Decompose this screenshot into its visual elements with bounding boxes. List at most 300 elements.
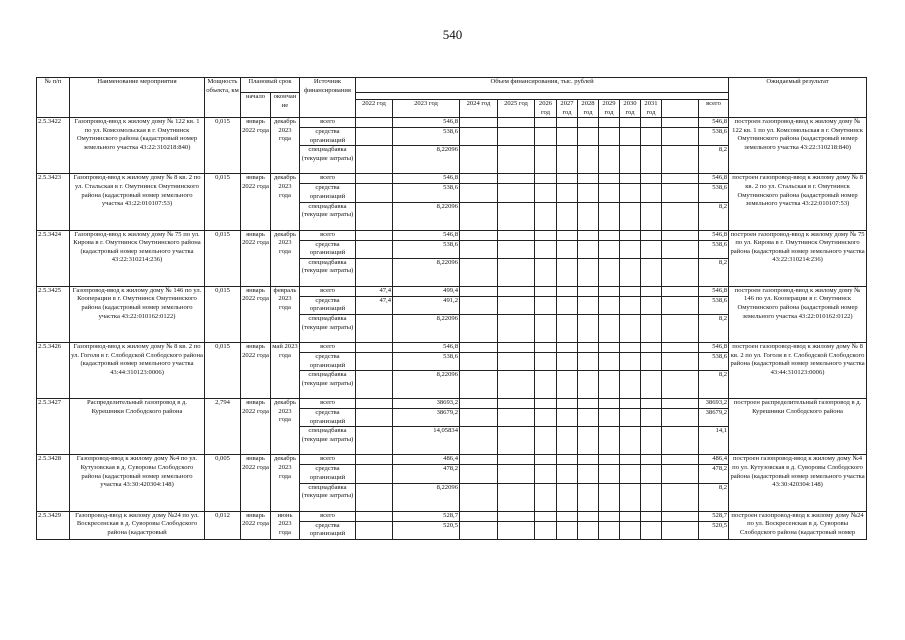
row-capacity: 0,015 (205, 174, 241, 230)
row-total-spacer (662, 174, 699, 184)
row-value-2030 (620, 184, 641, 202)
row-value-2025 (498, 184, 535, 202)
row-source: всего (300, 286, 356, 296)
row-value-2027 (557, 427, 578, 455)
row-value-2031 (641, 342, 662, 352)
row-value-2028 (578, 286, 599, 296)
row-value-2029 (599, 184, 620, 202)
row-value-2024 (460, 184, 498, 202)
row-value-2031 (641, 240, 662, 258)
row-number: 2.5.3423 (37, 174, 70, 230)
row-value-2031 (641, 399, 662, 409)
row-result: построен газопровод-ввод к жилому дому № 146 по ул. Кооперации в г. Омутнинск Омутнинского района (кадастровый номер земельного участка 43:22:010162:0122) (729, 286, 867, 342)
row-value-2026 (535, 465, 557, 483)
row-value-2025 (498, 455, 535, 465)
row-total: 38693,2 (699, 399, 729, 409)
row-value-2023: 38679,2 (393, 409, 460, 427)
row-value-2025 (498, 174, 535, 184)
row-result: построен газопровод-ввод к жилому дому № 75 по ул. Кирова в г. Омутнинск Омутнинского района (кадастровый номер земельного участка 43:22:310214:236) (729, 230, 867, 286)
row-value-2028 (578, 511, 599, 521)
row-value-2028 (578, 352, 599, 370)
row-value-2022 (356, 202, 393, 230)
row-total: 520,5 (699, 521, 729, 539)
row-value-2030 (620, 286, 641, 296)
row-value-2023: 538,6 (393, 184, 460, 202)
row-end: декабрь 2023 года (271, 174, 300, 230)
row-value-2030 (620, 371, 641, 399)
row-end: декабрь 2023 года (271, 230, 300, 286)
row-total: 538,6 (699, 352, 729, 370)
row-value-2025 (498, 258, 535, 286)
header-period-end: окончание (271, 93, 300, 118)
row-value-2025 (498, 240, 535, 258)
header-period-start: начало (241, 93, 271, 118)
table-row (37, 455, 867, 465)
row-value-2024 (460, 409, 498, 427)
row-end: май 2023 года (271, 342, 300, 398)
row-value-2024 (460, 521, 498, 539)
table-row (37, 230, 867, 240)
row-value-2031 (641, 371, 662, 399)
row-number: 2.5.3422 (37, 118, 70, 174)
row-value-2026 (535, 174, 557, 184)
row-value-2022 (356, 521, 393, 539)
row-source: средства организаций (300, 465, 356, 483)
row-value-2026 (535, 314, 557, 342)
row-name: Распределительный газопровод в д. Курешники Слободского района (70, 399, 205, 455)
row-value-2029 (599, 511, 620, 521)
header-period: Плановый срок (241, 78, 300, 93)
row-value-2023: 538,6 (393, 128, 460, 146)
row-capacity: 0,015 (205, 342, 241, 398)
row-value-2026 (535, 399, 557, 409)
row-value-2029 (599, 202, 620, 230)
row-value-2024 (460, 128, 498, 146)
row-value-2028 (578, 128, 599, 146)
row-value-2028 (578, 174, 599, 184)
row-total-spacer (662, 521, 699, 539)
row-value-2029 (599, 465, 620, 483)
row-value-2022 (356, 184, 393, 202)
header-year-2025: 2025 год (498, 100, 535, 118)
row-value-2023: 546,8 (393, 174, 460, 184)
row-value-2026 (535, 184, 557, 202)
header-year-2031: 2031 год (641, 100, 662, 118)
row-start: январь 2022 года (241, 230, 271, 286)
row-capacity: 0,005 (205, 455, 241, 511)
row-source: средства организаций (300, 240, 356, 258)
row-value-2028 (578, 296, 599, 314)
row-start: январь 2022 года (241, 118, 271, 174)
row-value-2028 (578, 118, 599, 128)
row-value-2024 (460, 286, 498, 296)
header-funding-spacer (356, 93, 729, 100)
row-value-2029 (599, 296, 620, 314)
row-start: январь 2022 года (241, 455, 271, 511)
header-year-2026: 2026 год (535, 100, 557, 118)
row-number: 2.5.3427 (37, 399, 70, 455)
row-end: декабрь 2023 года (271, 399, 300, 455)
table-row (37, 511, 867, 521)
row-value-2027 (557, 409, 578, 427)
row-value-2030 (620, 296, 641, 314)
row-name: Газопровод-ввод к жилому дому № 75 по ул. Кирова в г. Омутнинск Омутнинского района (кадастровый номер земельного участка 43:22:310214:236) (70, 230, 205, 286)
row-value-2022 (356, 230, 393, 240)
row-total: 546,8 (699, 174, 729, 184)
header-total: всего (699, 100, 729, 118)
row-value-2025 (498, 352, 535, 370)
header-capacity: Мощность объекта, км (205, 78, 241, 118)
row-source: спецнадбавка (текущие затраты) (300, 146, 356, 174)
row-number: 2.5.3425 (37, 286, 70, 342)
row-value-2026 (535, 342, 557, 352)
row-value-2023: 546,8 (393, 230, 460, 240)
row-total: 546,8 (699, 118, 729, 128)
row-total: 538,6 (699, 128, 729, 146)
row-value-2023: 538,6 (393, 240, 460, 258)
row-value-2024 (460, 455, 498, 465)
row-value-2028 (578, 465, 599, 483)
row-value-2025 (498, 371, 535, 399)
row-value-2029 (599, 314, 620, 342)
row-result: построен газопровод-ввод к жилому дому № 122 кв. 1 по ул. Комсомольская в г. Омутнинск Омутнинского района (кадастровый номер земельного участка 43:22:310218:840) (729, 118, 867, 174)
row-value-2026 (535, 511, 557, 521)
row-total: 546,8 (699, 342, 729, 352)
row-value-2023: 538,6 (393, 352, 460, 370)
row-start: январь 2022 года (241, 174, 271, 230)
row-value-2031 (641, 465, 662, 483)
row-value-2026 (535, 427, 557, 455)
row-value-2025 (498, 128, 535, 146)
row-total: 486,4 (699, 455, 729, 465)
row-value-2028 (578, 240, 599, 258)
funding-table (36, 77, 867, 540)
row-total-spacer (662, 258, 699, 286)
row-value-2030 (620, 455, 641, 465)
row-value-2023: 499,4 (393, 286, 460, 296)
row-value-2031 (641, 296, 662, 314)
row-value-2025 (498, 202, 535, 230)
row-value-2024 (460, 465, 498, 483)
row-value-2027 (557, 118, 578, 128)
row-value-2025 (498, 399, 535, 409)
row-value-2025 (498, 483, 535, 511)
row-total-spacer (662, 427, 699, 455)
row-source: всего (300, 455, 356, 465)
row-value-2030 (620, 409, 641, 427)
row-value-2030 (620, 511, 641, 521)
row-name: Газопровод-ввод к жилому дому №24 по ул. Воскресенская в д. Суворовы Слободского района (кадастровый (70, 511, 205, 539)
row-value-2025 (498, 314, 535, 342)
row-value-2022: 47,4 (356, 296, 393, 314)
row-total: 8,2 (699, 146, 729, 174)
row-value-2026 (535, 240, 557, 258)
row-value-2027 (557, 184, 578, 202)
row-value-2027 (557, 511, 578, 521)
row-value-2024 (460, 146, 498, 174)
row-value-2025 (498, 146, 535, 174)
row-value-2023: 14,05834 (393, 427, 460, 455)
row-total: 38679,2 (699, 409, 729, 427)
row-value-2029 (599, 258, 620, 286)
row-total-spacer (662, 202, 699, 230)
row-value-2027 (557, 128, 578, 146)
row-value-2030 (620, 521, 641, 539)
row-source: средства организаций (300, 521, 356, 539)
row-value-2022 (356, 128, 393, 146)
row-value-2025 (498, 465, 535, 483)
row-value-2027 (557, 465, 578, 483)
row-value-2026 (535, 352, 557, 370)
row-value-2030 (620, 240, 641, 258)
row-value-2028 (578, 399, 599, 409)
row-total-spacer (662, 286, 699, 296)
row-value-2031 (641, 521, 662, 539)
row-value-2027 (557, 352, 578, 370)
row-value-2028 (578, 202, 599, 230)
row-value-2024 (460, 427, 498, 455)
row-value-2029 (599, 286, 620, 296)
row-source: средства организаций (300, 184, 356, 202)
row-value-2027 (557, 296, 578, 314)
row-value-2031 (641, 314, 662, 342)
row-value-2029 (599, 521, 620, 539)
row-total: 546,8 (699, 230, 729, 240)
row-total-spacer (662, 483, 699, 511)
row-name: Газопровод-ввод к жилому дому № 122 кв. 1 по ул. Комсомольская в г. Омутнинск Омутнинского района (кадастровый номер земельного участка 43:22:310218:840) (70, 118, 205, 174)
row-value-2030 (620, 427, 641, 455)
header-year-2027: 2027 год (557, 100, 578, 118)
row-value-2029 (599, 483, 620, 511)
row-value-2029 (599, 409, 620, 427)
row-value-2027 (557, 371, 578, 399)
row-value-2030 (620, 230, 641, 240)
header-num: № п/п (37, 78, 70, 118)
row-value-2026 (535, 146, 557, 174)
table-row (37, 174, 867, 184)
row-value-2024 (460, 230, 498, 240)
row-total: 538,6 (699, 184, 729, 202)
row-value-2022 (356, 409, 393, 427)
row-value-2025 (498, 342, 535, 352)
row-capacity: 0,015 (205, 286, 241, 342)
row-value-2031 (641, 202, 662, 230)
row-source: спецнадбавка (текущие затраты) (300, 427, 356, 455)
row-value-2029 (599, 342, 620, 352)
row-total: 8,2 (699, 202, 729, 230)
header-total-spacer (662, 100, 699, 118)
row-total-spacer (662, 399, 699, 409)
row-value-2030 (620, 483, 641, 511)
row-total: 8,2 (699, 258, 729, 286)
row-value-2031 (641, 483, 662, 511)
row-capacity: 0,012 (205, 511, 241, 539)
row-value-2022 (356, 399, 393, 409)
row-total-spacer (662, 118, 699, 128)
row-value-2024 (460, 296, 498, 314)
row-value-2027 (557, 230, 578, 240)
row-total-spacer (662, 240, 699, 258)
row-value-2028 (578, 342, 599, 352)
header-year-2024: 2024 год (460, 100, 498, 118)
row-value-2025 (498, 230, 535, 240)
row-value-2027 (557, 258, 578, 286)
row-value-2024 (460, 483, 498, 511)
row-source: средства организаций (300, 409, 356, 427)
row-value-2028 (578, 455, 599, 465)
table-row (37, 342, 867, 352)
row-total-spacer (662, 352, 699, 370)
row-total: 478,2 (699, 465, 729, 483)
row-value-2026 (535, 202, 557, 230)
row-value-2025 (498, 427, 535, 455)
row-value-2029 (599, 128, 620, 146)
row-value-2029 (599, 118, 620, 128)
row-total-spacer (662, 128, 699, 146)
row-value-2023: 38693,2 (393, 399, 460, 409)
row-source: спецнадбавка (текущие затраты) (300, 314, 356, 342)
row-value-2028 (578, 521, 599, 539)
row-value-2026 (535, 296, 557, 314)
row-value-2022 (356, 427, 393, 455)
row-value-2031 (641, 455, 662, 465)
row-value-2030 (620, 174, 641, 184)
row-value-2022 (356, 455, 393, 465)
row-value-2023: 528,7 (393, 511, 460, 521)
row-value-2027 (557, 521, 578, 539)
row-value-2024 (460, 399, 498, 409)
row-value-2024 (460, 202, 498, 230)
row-value-2026 (535, 483, 557, 511)
row-value-2030 (620, 202, 641, 230)
row-value-2026 (535, 128, 557, 146)
header-name: Наименование мероприятия (70, 78, 205, 118)
row-total-spacer (662, 511, 699, 521)
row-value-2028 (578, 146, 599, 174)
row-value-2026 (535, 258, 557, 286)
row-value-2023: 486,4 (393, 455, 460, 465)
row-value-2028 (578, 258, 599, 286)
row-value-2023: 491,2 (393, 296, 460, 314)
row-value-2030 (620, 128, 641, 146)
row-start: январь 2022 года (241, 286, 271, 342)
row-number: 2.5.3426 (37, 342, 70, 398)
row-total-spacer (662, 455, 699, 465)
row-name: Газопровод-ввод к жилому дому № 8 кв. 2 по ул. Стальская в г. Омутнинск Омутнинского района (кадастровый номер земельного участка 43:22:010107:53) (70, 174, 205, 230)
row-value-2026 (535, 230, 557, 240)
row-value-2030 (620, 146, 641, 174)
row-result: построен газопровод-ввод к жилому дому №4 по ул. Кутузовская в д. Суворовы Слободского района (кадастровый номер земельного участка 43:30:420304:148) (729, 455, 867, 511)
row-value-2022 (356, 352, 393, 370)
row-value-2022 (356, 118, 393, 128)
row-source: всего (300, 230, 356, 240)
row-value-2031 (641, 352, 662, 370)
row-total-spacer (662, 230, 699, 240)
row-value-2024 (460, 118, 498, 128)
row-total-spacer (662, 146, 699, 174)
row-value-2022: 47,4 (356, 286, 393, 296)
row-source: всего (300, 118, 356, 128)
row-source: всего (300, 342, 356, 352)
row-value-2022 (356, 174, 393, 184)
row-value-2027 (557, 399, 578, 409)
row-value-2027 (557, 342, 578, 352)
row-value-2024 (460, 174, 498, 184)
row-value-2022 (356, 465, 393, 483)
row-value-2023: 8,22096 (393, 258, 460, 286)
row-value-2031 (641, 184, 662, 202)
table-row (37, 286, 867, 296)
row-value-2022 (356, 146, 393, 174)
row-source: средства организаций (300, 128, 356, 146)
row-value-2027 (557, 174, 578, 184)
row-start: январь 2022 года (241, 511, 271, 539)
row-value-2025 (498, 521, 535, 539)
row-name: Газопровод-ввод к жилому дому № 146 по ул. Кооперации в г. Омутнинск Омутнинского района (кадастровый номер земельного участка 43:22:010162:0122) (70, 286, 205, 342)
row-value-2031 (641, 511, 662, 521)
row-value-2029 (599, 146, 620, 174)
row-value-2030 (620, 352, 641, 370)
row-result: построен газопровод-ввод к жилому дому № 8 кв. 2 по ул. Гоголя в г. Слободской Слободского района (кадастровый номер земельного участка 43:44:310123:0006) (729, 342, 867, 398)
row-value-2024 (460, 371, 498, 399)
row-value-2027 (557, 286, 578, 296)
row-result: построен газопровод-ввод к жилому дому №24 по ул. Воскресенская в д. Суворовы Слободского района (кадастровый номер (729, 511, 867, 539)
row-value-2031 (641, 174, 662, 184)
row-value-2027 (557, 202, 578, 230)
row-value-2028 (578, 427, 599, 455)
row-source: спецнадбавка (текущие затраты) (300, 371, 356, 399)
row-value-2031 (641, 230, 662, 240)
row-value-2022 (356, 511, 393, 521)
row-total-spacer (662, 342, 699, 352)
row-value-2030 (620, 465, 641, 483)
row-value-2028 (578, 483, 599, 511)
row-total: 8,2 (699, 483, 729, 511)
header-year-2023: 2023 год (393, 100, 460, 118)
row-value-2030 (620, 258, 641, 286)
row-value-2030 (620, 314, 641, 342)
row-total: 8,2 (699, 371, 729, 399)
row-value-2029 (599, 230, 620, 240)
row-capacity: 2,794 (205, 399, 241, 455)
row-value-2023: 546,8 (393, 342, 460, 352)
page-number: 540 (442, 27, 463, 42)
row-total: 538,6 (699, 240, 729, 258)
row-value-2026 (535, 371, 557, 399)
header-result: Ожидаемый результат (729, 78, 867, 118)
row-value-2027 (557, 483, 578, 511)
row-end: декабрь 2023 года (271, 455, 300, 511)
row-total: 8,2 (699, 314, 729, 342)
row-total-spacer (662, 314, 699, 342)
funding-table-body (37, 118, 867, 540)
row-number: 2.5.3428 (37, 455, 70, 511)
row-name: Газопровод-ввод к жилому дому № 8 кв. 2 по ул. Гоголя в г. Слободской Слободского района (кадастровый номер земельного участка 43:44:310123:0006) (70, 342, 205, 398)
row-value-2028 (578, 314, 599, 342)
row-capacity: 0,015 (205, 230, 241, 286)
row-value-2024 (460, 258, 498, 286)
header-year-2028: 2028 год (578, 100, 599, 118)
row-value-2027 (557, 146, 578, 174)
row-value-2027 (557, 314, 578, 342)
row-value-2030 (620, 118, 641, 128)
row-value-2031 (641, 409, 662, 427)
row-value-2023: 8,22096 (393, 371, 460, 399)
row-end: декабрь 2023 года (271, 118, 300, 174)
row-value-2029 (599, 427, 620, 455)
row-value-2029 (599, 174, 620, 184)
row-value-2026 (535, 286, 557, 296)
